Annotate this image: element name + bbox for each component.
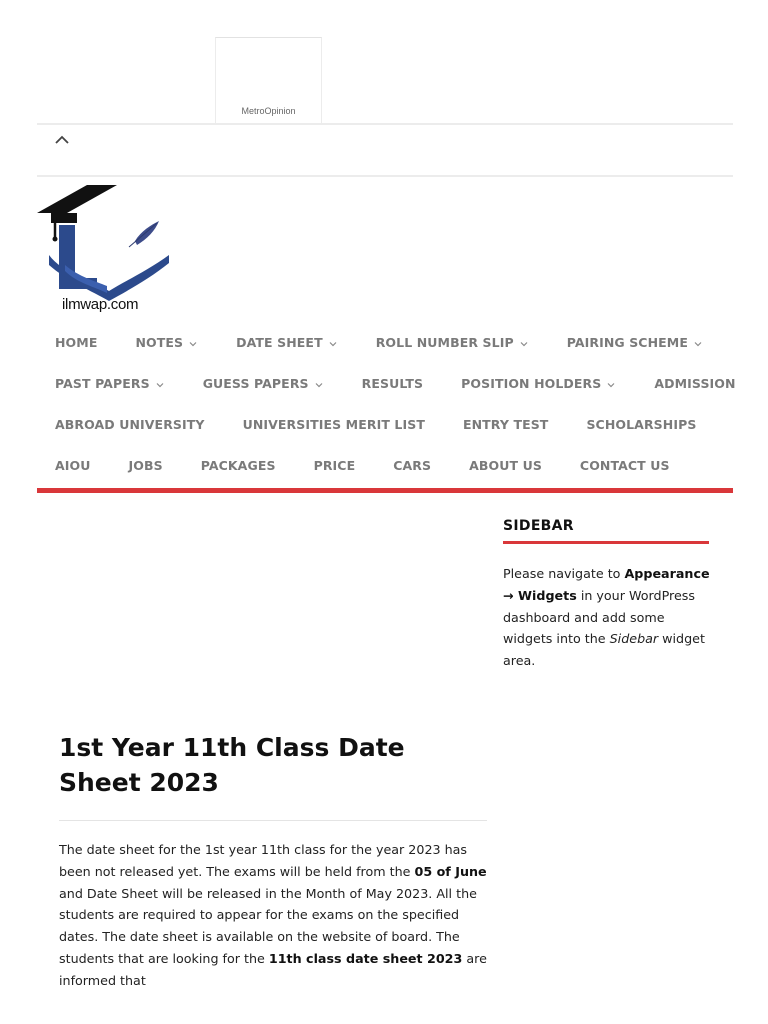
nav-row (55, 329, 741, 355)
sidebar-text-part: in your WordPress dashboard and add some widgets into the (503, 587, 695, 647)
nav-item-packages[interactable] (201, 458, 276, 473)
sidebar-title-underline (503, 541, 709, 544)
nav-item-label: ABOUT US (469, 457, 542, 473)
nav-item-label: PACKAGES (200, 457, 276, 473)
chevron-down-icon (328, 337, 338, 347)
article-paragraph (59, 839, 491, 992)
nav-item-aiou[interactable] (55, 458, 91, 473)
ad-label: MetroOpinion (241, 106, 296, 116)
nav-item-results[interactable] (362, 376, 423, 391)
nav-row (55, 452, 708, 478)
nav-item-about-us[interactable] (469, 458, 542, 473)
article-title: 1st Year 11th Class Date Sheet 2023 (59, 733, 405, 797)
nav-row (55, 411, 734, 437)
nav-item-roll-number-slip[interactable] (376, 335, 529, 350)
sidebar-italic-text: Sidebar (609, 631, 659, 647)
chevron-up-icon[interactable] (52, 130, 72, 148)
chevron-down-icon (155, 378, 165, 388)
nav-item-label: ADMISSION (654, 375, 736, 391)
nav-item-contact-us[interactable] (580, 458, 670, 473)
nav-item-past-papers[interactable] (55, 376, 165, 391)
chevron-down-icon (519, 337, 529, 347)
nav-item-scholarships[interactable] (586, 417, 696, 432)
nav-item-entry-test[interactable] (463, 417, 548, 432)
nav-item-admission[interactable] (654, 376, 735, 391)
nav-item-label: DATE SHEET (236, 334, 323, 350)
divider (37, 123, 733, 125)
nav-item-label: CONTACT US (579, 457, 670, 473)
article-bold-text: 11th class date sheet 2023 (268, 950, 463, 966)
nav-item-label: CARS (393, 457, 432, 473)
article-text-part: and Date Sheet will be released in the Month of May 2023. All the students are required to appear for the exams on the specified dates. The date sheet is available on the website of board. The students that are looking for the (59, 885, 477, 966)
title-divider (59, 820, 487, 821)
nav-item-label: AIOU (55, 457, 91, 473)
nav-item-label: PAIRING SCHEME (566, 334, 688, 350)
article-text-part: The date sheet for the 1st year 11th class for the year 2023 has been not released yet. The exams will be held from the (59, 842, 468, 879)
nav-item-label: ABROAD UNIVERSITY (55, 416, 205, 432)
nav-row (55, 370, 768, 396)
nav-item-position-holders[interactable] (461, 376, 616, 391)
chevron-down-icon (188, 337, 198, 347)
nav-item-universities-merit-list[interactable] (243, 417, 425, 432)
nav-item-home[interactable] (55, 335, 97, 350)
nav-item-cars[interactable] (393, 458, 431, 473)
nav-item-date-sheet[interactable] (236, 335, 338, 350)
sidebar-widget-text (503, 563, 713, 672)
nav-item-label: SCHOLARSHIPS (586, 416, 697, 432)
nav-item-notes[interactable] (135, 335, 198, 350)
nav-item-label: GUESS PAPERS (202, 375, 309, 391)
nav-item-label: ROLL NUMBER SLIP (375, 334, 514, 350)
sidebar-bold-text: Appearance → Widgets (503, 566, 710, 603)
nav-item-label: POSITION HOLDERS (461, 375, 602, 391)
nav-item-pairing-scheme[interactable] (567, 335, 703, 350)
nav-item-guess-papers[interactable] (203, 376, 324, 391)
nav-item-jobs[interactable] (129, 458, 163, 473)
article-bold-text: 05 of June (414, 863, 487, 879)
sidebar-title: SIDEBAR (503, 518, 574, 534)
article-text-part: are informed that (59, 950, 487, 988)
nav-item-label: UNIVERSITIES MERIT LIST (242, 416, 425, 432)
chevron-down-icon (606, 378, 616, 388)
nav-bottom-accent-bar (37, 488, 733, 493)
nav-item-label: PRICE (313, 457, 356, 473)
nav-item-price[interactable] (314, 458, 356, 473)
nav-item-abroad-university[interactable] (55, 417, 205, 432)
nav-item-label: NOTES (135, 334, 184, 350)
nav-item-label: PAST PAPERS (55, 375, 150, 391)
nav-item-label: ENTRY TEST (462, 416, 549, 432)
chevron-down-icon (314, 378, 324, 388)
nav-item-label: JOBS (128, 457, 163, 473)
nav-item-label: RESULTS (361, 375, 424, 391)
logo-text: ilmwap.com (62, 296, 139, 313)
sidebar-text-part: widget area. (503, 631, 705, 669)
nav-item-label: HOME (55, 334, 98, 350)
sidebar-text-part: Please navigate to (503, 566, 625, 581)
chevron-down-icon (693, 337, 703, 347)
advertisement-box[interactable] (215, 37, 322, 124)
divider (37, 175, 733, 177)
